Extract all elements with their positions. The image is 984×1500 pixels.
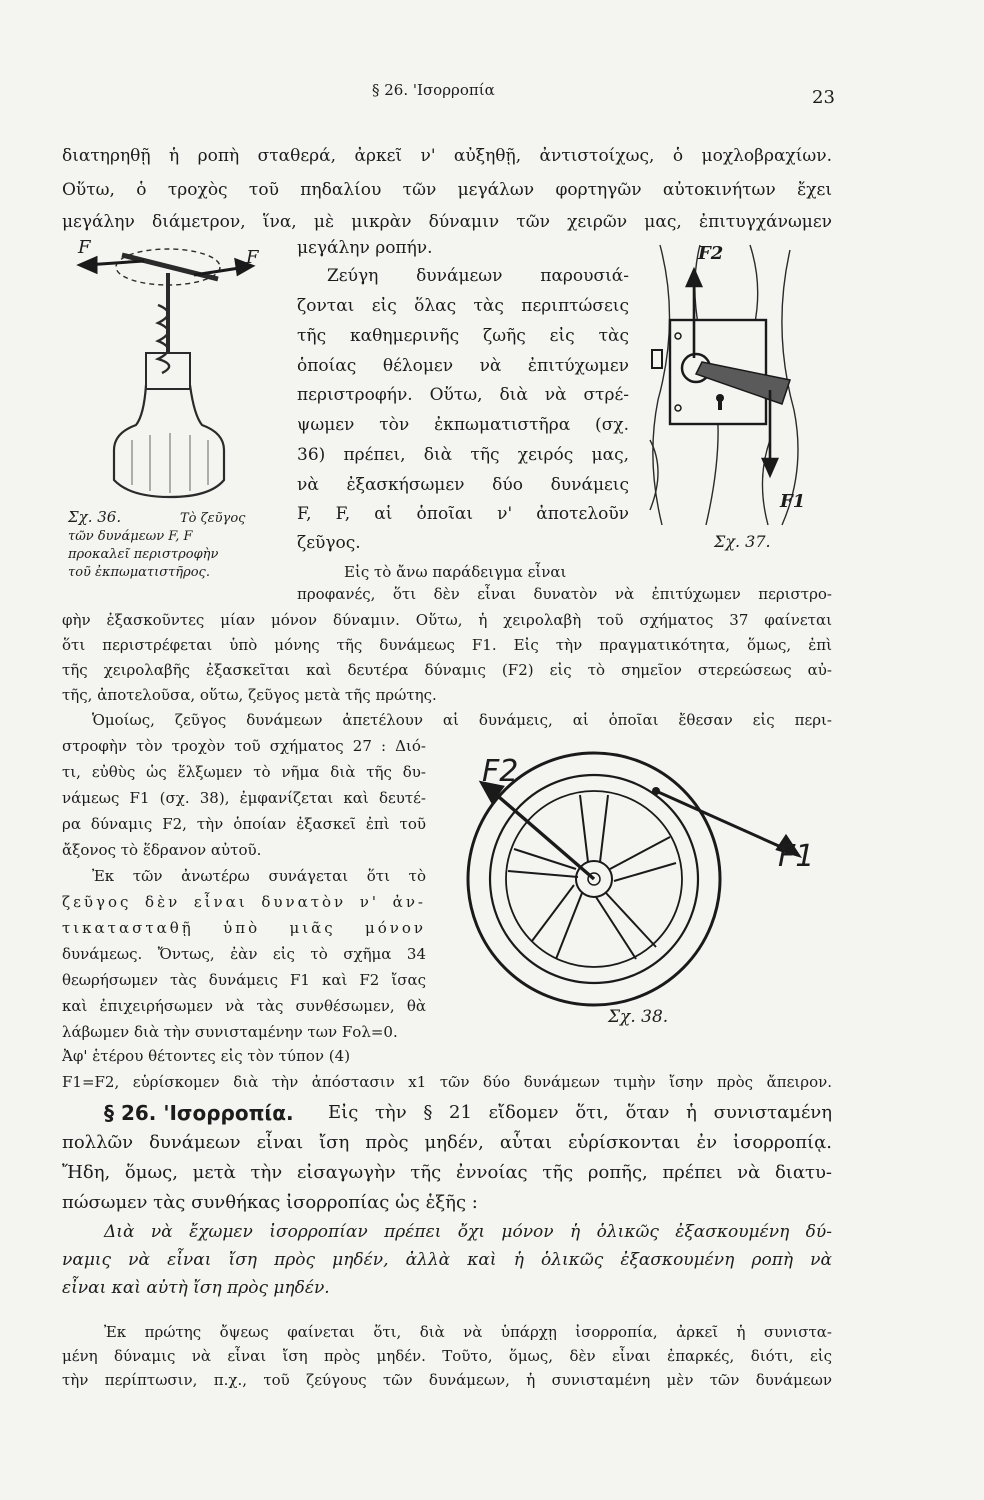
running-title: § 26. 'Ισορροπία	[372, 81, 495, 99]
intro-line-3: μεγάλην διάμετρον, ἵνα, μὲ μικρὰν δύναμιν τῶν χειρῶν μας, ἐπιτυγχάνωμεν	[62, 212, 832, 232]
col-line-9: νὰ ἐξασκήσωμεν δύο δυνάμεις	[297, 475, 629, 495]
para2-line-4: τῆς χειρολαβῆς ἐξασκεῖται καὶ δευτέρα δύναμις (F2) εἰς τὸ σημεῖον στερεώσεως αὐ-	[62, 661, 832, 679]
final-line-1: Ἐκ πρώτης ὄψεως φαίνεται ὅτι, διὰ νὰ ὑπάρχῃ ἰσορροπία, ἀρκεῖ ἡ συνιστα-	[104, 1323, 832, 1341]
col-line-3: ζονται εἰς ὅλας τὰς περιπτώσεις	[297, 296, 629, 316]
col-line-1: μεγάλην ροπήν.	[297, 238, 433, 258]
para4-line-4: δυνάμεως. Ὄντως, ἐὰν εἰς τὸ σχῆμα 34	[62, 945, 426, 963]
col-line-12: Εἰς τὸ ἄνω παράδειγμα εἶναι	[344, 563, 567, 581]
section-heading: § 26. 'Ισορροπία.	[104, 1101, 294, 1125]
intro-line-2: Οὕτω, ὁ τροχὸς τοῦ πηδαλίου τῶν μεγάλων φορτηγῶν αὐτοκινήτων ἔχει	[62, 180, 832, 200]
fig36-corkscrew	[70, 235, 270, 515]
fig37-caption: Σχ. 37.	[714, 532, 771, 551]
fig37-force-top: F2	[698, 243, 724, 264]
para2-line-3: ὅτι περιστρέφεται ὑπὸ μόνης τῆς δυνάμεως F1. Εἰς τὴν πραγματικότητα, ὅμως, ἐπὶ	[62, 636, 832, 654]
col-line-2: Ζεύγη δυνάμεων παρουσιά-	[327, 266, 629, 286]
section-line-3: πώσωμεν τὰς συνθήκας ἰσορροπίας ὡς ἑξῆς :	[62, 1192, 478, 1213]
intro-line-1: διατηρηθῇ ἡ ροπὴ σταθερά, ἀρκεῖ ν' αὐξηθῇ, ἀντιστοίχως, ὁ μοχλοβραχίων.	[62, 146, 832, 166]
col-line-7: ψωμεν τὸν ἐκπωματιστῆρα (σχ.	[297, 415, 629, 435]
page-number: 23	[812, 87, 835, 108]
fig37-force-bottom: F1	[780, 491, 806, 512]
fig36-caption-label: Σχ. 36.	[68, 508, 122, 526]
fig36-force-right: F	[246, 247, 259, 268]
para2-line-2: φὴν ἐξασκοῦντες μίαν μόνον δύναμιν. Οὕτω, ἡ χειρολαβὴ τοῦ σχήματος 37 φαίνεται	[62, 611, 832, 629]
para3-line-1: στροφὴν τὸν τροχὸν τοῦ σχήματος 27 : Διό-	[62, 737, 426, 755]
para3-first: Ὁμοίως, ζεῦγος δυνάμεων ἀπετέλουν αἱ δυνάμεις, αἱ ὁποῖαι ἔθεσαν εἰς περι-	[92, 711, 832, 729]
col-line-10: F, F, αἱ ὁποῖαι ν' ἀποτελοῦν	[297, 504, 629, 524]
final-line-3: τὴν περίπτωσιν, π.χ., τοῦ ζεύγους τῶν δυνάμεων, ἡ συνισταμένη μὲν τῶν δυνάμεων	[62, 1371, 832, 1389]
col-line-5: ὁποίας θέλομεν νὰ ἐπιτύχωμεν	[297, 356, 629, 376]
para4-tail-2: F1=F2, εὑρίσκομεν διὰ τὴν ἀπόστασιν x1 τῶν δύο δυνάμεων τιμὴν ἴσην πρὸς ἄπειρον.	[62, 1073, 832, 1091]
para3-line-2: τι, εὐθὺς ὡς ἕλξωμεν τὸ νῆμα διὰ τῆς δυ-	[62, 763, 426, 781]
section-line-1: πολλῶν δυνάμεων εἶναι ἴση πρὸς μηδέν, αὗται εὑρίσκονται ἐν ἰσορροπίᾳ.	[62, 1132, 832, 1153]
para2-line-5: τῆς, ἀποτελοῦσα, οὕτω, ζεῦγος μετὰ τῆς πρώτης.	[62, 686, 437, 704]
para4-line-7: λάβωμεν διὰ τὴν συνισταμένην των Fολ=0.	[62, 1023, 398, 1041]
fig38-force-left: F2	[482, 754, 519, 789]
section-line-2: Ἤδη, ὅμως, μετὰ τὴν εἰσαγωγὴν τῆς ἐννοίας τῆς ροπῆς, πρέπει νὰ διατυ-	[62, 1162, 832, 1183]
fig36-caption-1: Τὸ ζεῦγος	[180, 511, 246, 526]
para4-line-2: ζεῦγος δὲν εἶναι δυνατὸν ν' ἀν-	[62, 893, 426, 911]
para2-line-1: προφανές, ὅτι δὲν εἶναι δυνατὸν νὰ ἐπιτύχωμεν περιστρο-	[297, 585, 832, 603]
section-first-rest: Εἰς τὴν § 21 εἴδομεν ὅτι, ὅταν ἡ συνισταμένη	[328, 1102, 832, 1123]
para4-line-5: θεωρήσωμεν τὰς δυνάμεις F1 καὶ F2 ἴσας	[62, 971, 426, 989]
fig38-caption: Σχ. 38.	[608, 1007, 669, 1027]
col-line-4: τῆς καθημερινῆς ζωῆς εἰς τὰς	[297, 326, 629, 346]
final-line-2: μένη δύναμις νὰ εἶναι ἴση πρὸς μηδέν. Τοῦτο, ὅμως, δὲν εἶναι ἐπαρκές, διότι, εἰς	[62, 1347, 832, 1365]
fig36-caption-3: προκαλεῖ περιστροφὴν	[68, 547, 219, 562]
fig36-caption-4: τοῦ ἐκπωματιστῆρος.	[68, 565, 210, 580]
col-line-6: περιστροφήν. Οὕτω, διὰ νὰ στρέ-	[297, 385, 629, 405]
para4-tail-1: Ἀφ' ἑτέρου θέτοντες εἰς τὸν τύπον (4)	[62, 1047, 351, 1065]
fig36-caption-2: τῶν δυνάμεων F, F	[68, 529, 193, 544]
rule-line-2: ναμις νὰ εἶναι ἴση πρὸς μηδέν, ἀλλὰ καὶ ἡ ὁλικῶς ἐξασκουμένη ροπὴ νὰ	[62, 1250, 832, 1270]
para3-line-3: νάμεως F1 (σχ. 38), ἐμφανίζεται καὶ δευτέ-	[62, 789, 426, 807]
para4-line-3: τικατασταθῇ ὑπὸ μιᾶς μόνον	[62, 919, 426, 937]
fig36-force-left: F	[78, 237, 91, 258]
para3-line-4: ρα δύναμις F2, τὴν ὁποίαν ἐξασκεῖ ἐπὶ τοῦ	[62, 815, 426, 833]
col-line-8: 36) πρέπει, διὰ τῆς χειρός μας,	[297, 445, 629, 465]
rule-line-3: εἶναι καὶ αὐτὴ ἴση πρὸς μηδέν.	[62, 1278, 330, 1298]
para4-line-1: Ἐκ τῶν ἀνωτέρω συνάγεται ὅτι τὸ	[92, 867, 426, 885]
col-line-11: ζεῦγος.	[297, 533, 361, 553]
fig38-force-right: F1	[778, 839, 815, 874]
para3-line-5: ἄξονος τὸ ἕδρανον αὐτοῦ.	[62, 841, 262, 859]
para4-line-6: καὶ ἐπιχειρήσωμεν νὰ τὰς συνθέσωμεν, θὰ	[62, 997, 426, 1015]
fig37-lock-handle	[640, 240, 810, 530]
rule-line-1: Διὰ νὰ ἔχωμεν ἰσορροπίαν πρέπει ὄχι μόνον ἡ ὁλικῶς ἐξασκουμένη δύ-	[104, 1222, 832, 1242]
